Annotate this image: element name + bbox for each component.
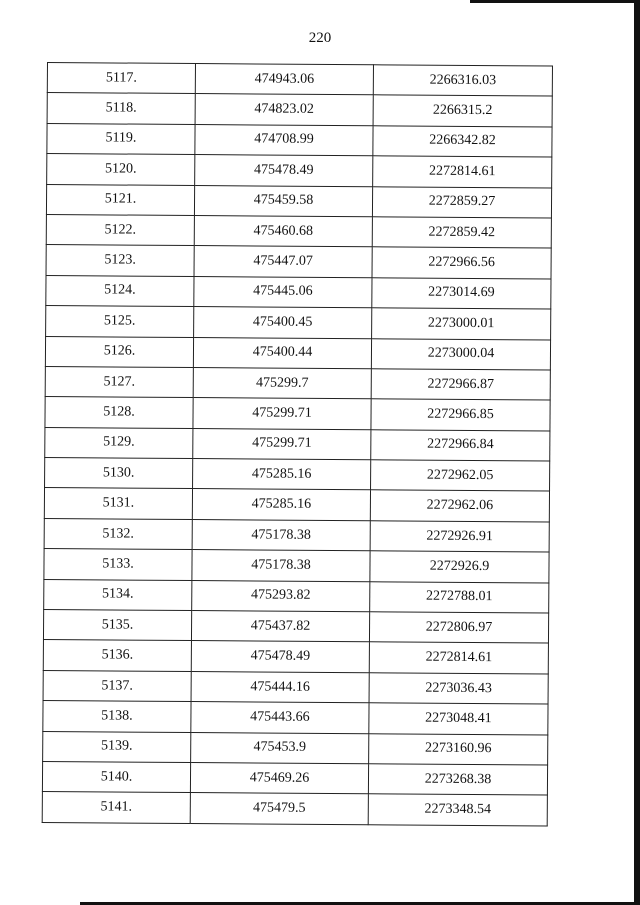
- y-coordinate-cell: 2272966.85: [371, 399, 550, 431]
- y-coordinate-cell: 2272788.01: [370, 581, 549, 613]
- table-row: [42, 792, 547, 826]
- table-row: [44, 488, 549, 522]
- table-row: [44, 579, 549, 613]
- y-coordinate-cell: 2273014.69: [372, 278, 551, 310]
- row-number-cell: 5132.: [44, 518, 192, 549]
- x-coordinate-cell: 475444.16: [191, 671, 369, 703]
- y-coordinate-cell: 2273036.43: [369, 673, 548, 705]
- x-coordinate-cell: 475478.49: [195, 155, 373, 187]
- x-coordinate-cell: 474708.99: [195, 124, 373, 156]
- y-coordinate-cell: 2272962.05: [371, 460, 550, 492]
- table-row: [45, 397, 550, 431]
- table-row: [46, 245, 551, 279]
- row-number-cell: 5134.: [44, 579, 192, 610]
- y-coordinate-cell: 2266316.03: [373, 65, 552, 97]
- y-coordinate-cell: 2272806.97: [369, 612, 548, 644]
- y-coordinate-cell: 2273348.54: [368, 794, 547, 826]
- row-number-cell: 5127.: [45, 366, 193, 397]
- page-number: 220: [308, 30, 332, 46]
- row-number-cell: 5131.: [44, 488, 192, 519]
- table-row: [44, 518, 549, 552]
- y-coordinate-cell: 2272814.61: [373, 156, 552, 188]
- x-coordinate-cell: 475400.44: [193, 337, 371, 369]
- row-number-cell: 5137.: [43, 670, 191, 701]
- y-coordinate-cell: 2273000.01: [372, 308, 551, 340]
- table-row: [46, 306, 551, 340]
- y-coordinate-cell: 2272966.84: [371, 429, 550, 461]
- x-coordinate-cell: 475459.58: [194, 185, 372, 217]
- y-coordinate-cell: 2266315.2: [373, 95, 552, 127]
- y-coordinate-cell: 2273160.96: [369, 733, 548, 765]
- row-number-cell: 5117.: [47, 63, 195, 94]
- x-coordinate-cell: 475437.82: [191, 611, 369, 643]
- row-number-cell: 5133.: [44, 549, 192, 580]
- row-number-cell: 5130.: [45, 458, 193, 489]
- x-coordinate-cell: 475400.45: [194, 307, 372, 339]
- table-row: [42, 761, 547, 795]
- table-row: [45, 366, 550, 400]
- x-coordinate-cell: 475285.16: [192, 489, 370, 521]
- y-coordinate-cell: 2272859.27: [372, 186, 551, 218]
- y-coordinate-cell: 2272926.9: [370, 551, 549, 583]
- y-coordinate-cell: 2272966.87: [371, 369, 550, 401]
- y-coordinate-cell: 2272966.56: [372, 247, 551, 279]
- table-row: [43, 610, 548, 644]
- table-row: [47, 123, 552, 157]
- x-coordinate-cell: 475178.38: [192, 519, 370, 551]
- scan-edge-right: [634, 0, 640, 905]
- x-coordinate-cell: 475178.38: [192, 550, 370, 582]
- row-number-cell: 5121.: [46, 184, 194, 215]
- x-coordinate-cell: 475299.71: [193, 398, 371, 430]
- table-row: [47, 93, 552, 127]
- x-coordinate-cell: 474943.06: [195, 64, 373, 96]
- x-coordinate-cell: 475453.9: [191, 732, 369, 764]
- y-coordinate-cell: 2266342.82: [373, 126, 552, 158]
- x-coordinate-cell: 475445.06: [194, 276, 372, 308]
- row-number-cell: 5119.: [47, 123, 195, 154]
- x-coordinate-cell: 475478.49: [191, 641, 369, 673]
- table-row: [43, 670, 548, 704]
- x-coordinate-cell: 475443.66: [191, 702, 369, 734]
- x-coordinate-cell: 475285.16: [193, 459, 371, 491]
- table-row: [45, 336, 550, 370]
- y-coordinate-cell: 2272962.06: [370, 490, 549, 522]
- table-row: [45, 427, 550, 461]
- y-coordinate-cell: 2273048.41: [369, 703, 548, 735]
- row-number-cell: 5120.: [47, 154, 195, 185]
- y-coordinate-cell: 2272859.42: [372, 217, 551, 249]
- table-row: [46, 214, 551, 248]
- x-coordinate-cell: 475447.07: [194, 246, 372, 278]
- x-coordinate-cell: 474823.02: [195, 94, 373, 126]
- row-number-cell: 5129.: [45, 427, 193, 458]
- row-number-cell: 5136.: [43, 640, 191, 671]
- row-number-cell: 5128.: [45, 397, 193, 428]
- table-row: [47, 154, 552, 188]
- row-number-cell: 5135.: [43, 610, 191, 641]
- x-coordinate-cell: 475299.71: [193, 428, 371, 460]
- table-row: [44, 549, 549, 583]
- table-row: [43, 731, 548, 765]
- coordinates-table-wrapper: [42, 62, 552, 826]
- x-coordinate-cell: 475460.68: [194, 215, 372, 247]
- row-number-cell: 5123.: [46, 245, 194, 276]
- y-coordinate-cell: 2273000.04: [371, 338, 550, 370]
- row-number-cell: 5124.: [46, 275, 194, 306]
- row-number-cell: 5141.: [42, 792, 190, 823]
- y-coordinate-cell: 2272814.61: [369, 642, 548, 674]
- row-number-cell: 5126.: [45, 336, 193, 367]
- y-coordinate-cell: 2272926.91: [370, 521, 549, 553]
- row-number-cell: 5122.: [46, 214, 194, 245]
- y-coordinate-cell: 2273268.38: [368, 764, 547, 796]
- x-coordinate-cell: 475299.7: [193, 367, 371, 399]
- row-number-cell: 5125.: [46, 306, 194, 337]
- table-row: [45, 458, 550, 492]
- x-coordinate-cell: 475479.5: [190, 793, 368, 825]
- coordinates-table: [42, 62, 553, 826]
- table-row: [46, 184, 551, 218]
- table-body: [42, 63, 552, 826]
- row-number-cell: 5139.: [43, 731, 191, 762]
- table-row: [43, 640, 548, 674]
- table-row: [43, 701, 548, 735]
- scan-edge-top: [470, 0, 640, 3]
- row-number-cell: 5118.: [47, 93, 195, 124]
- table-row: [47, 63, 552, 97]
- x-coordinate-cell: 475293.82: [192, 580, 370, 612]
- row-number-cell: 5140.: [42, 761, 190, 792]
- x-coordinate-cell: 475469.26: [190, 763, 368, 795]
- table-row: [46, 275, 551, 309]
- row-number-cell: 5138.: [43, 701, 191, 732]
